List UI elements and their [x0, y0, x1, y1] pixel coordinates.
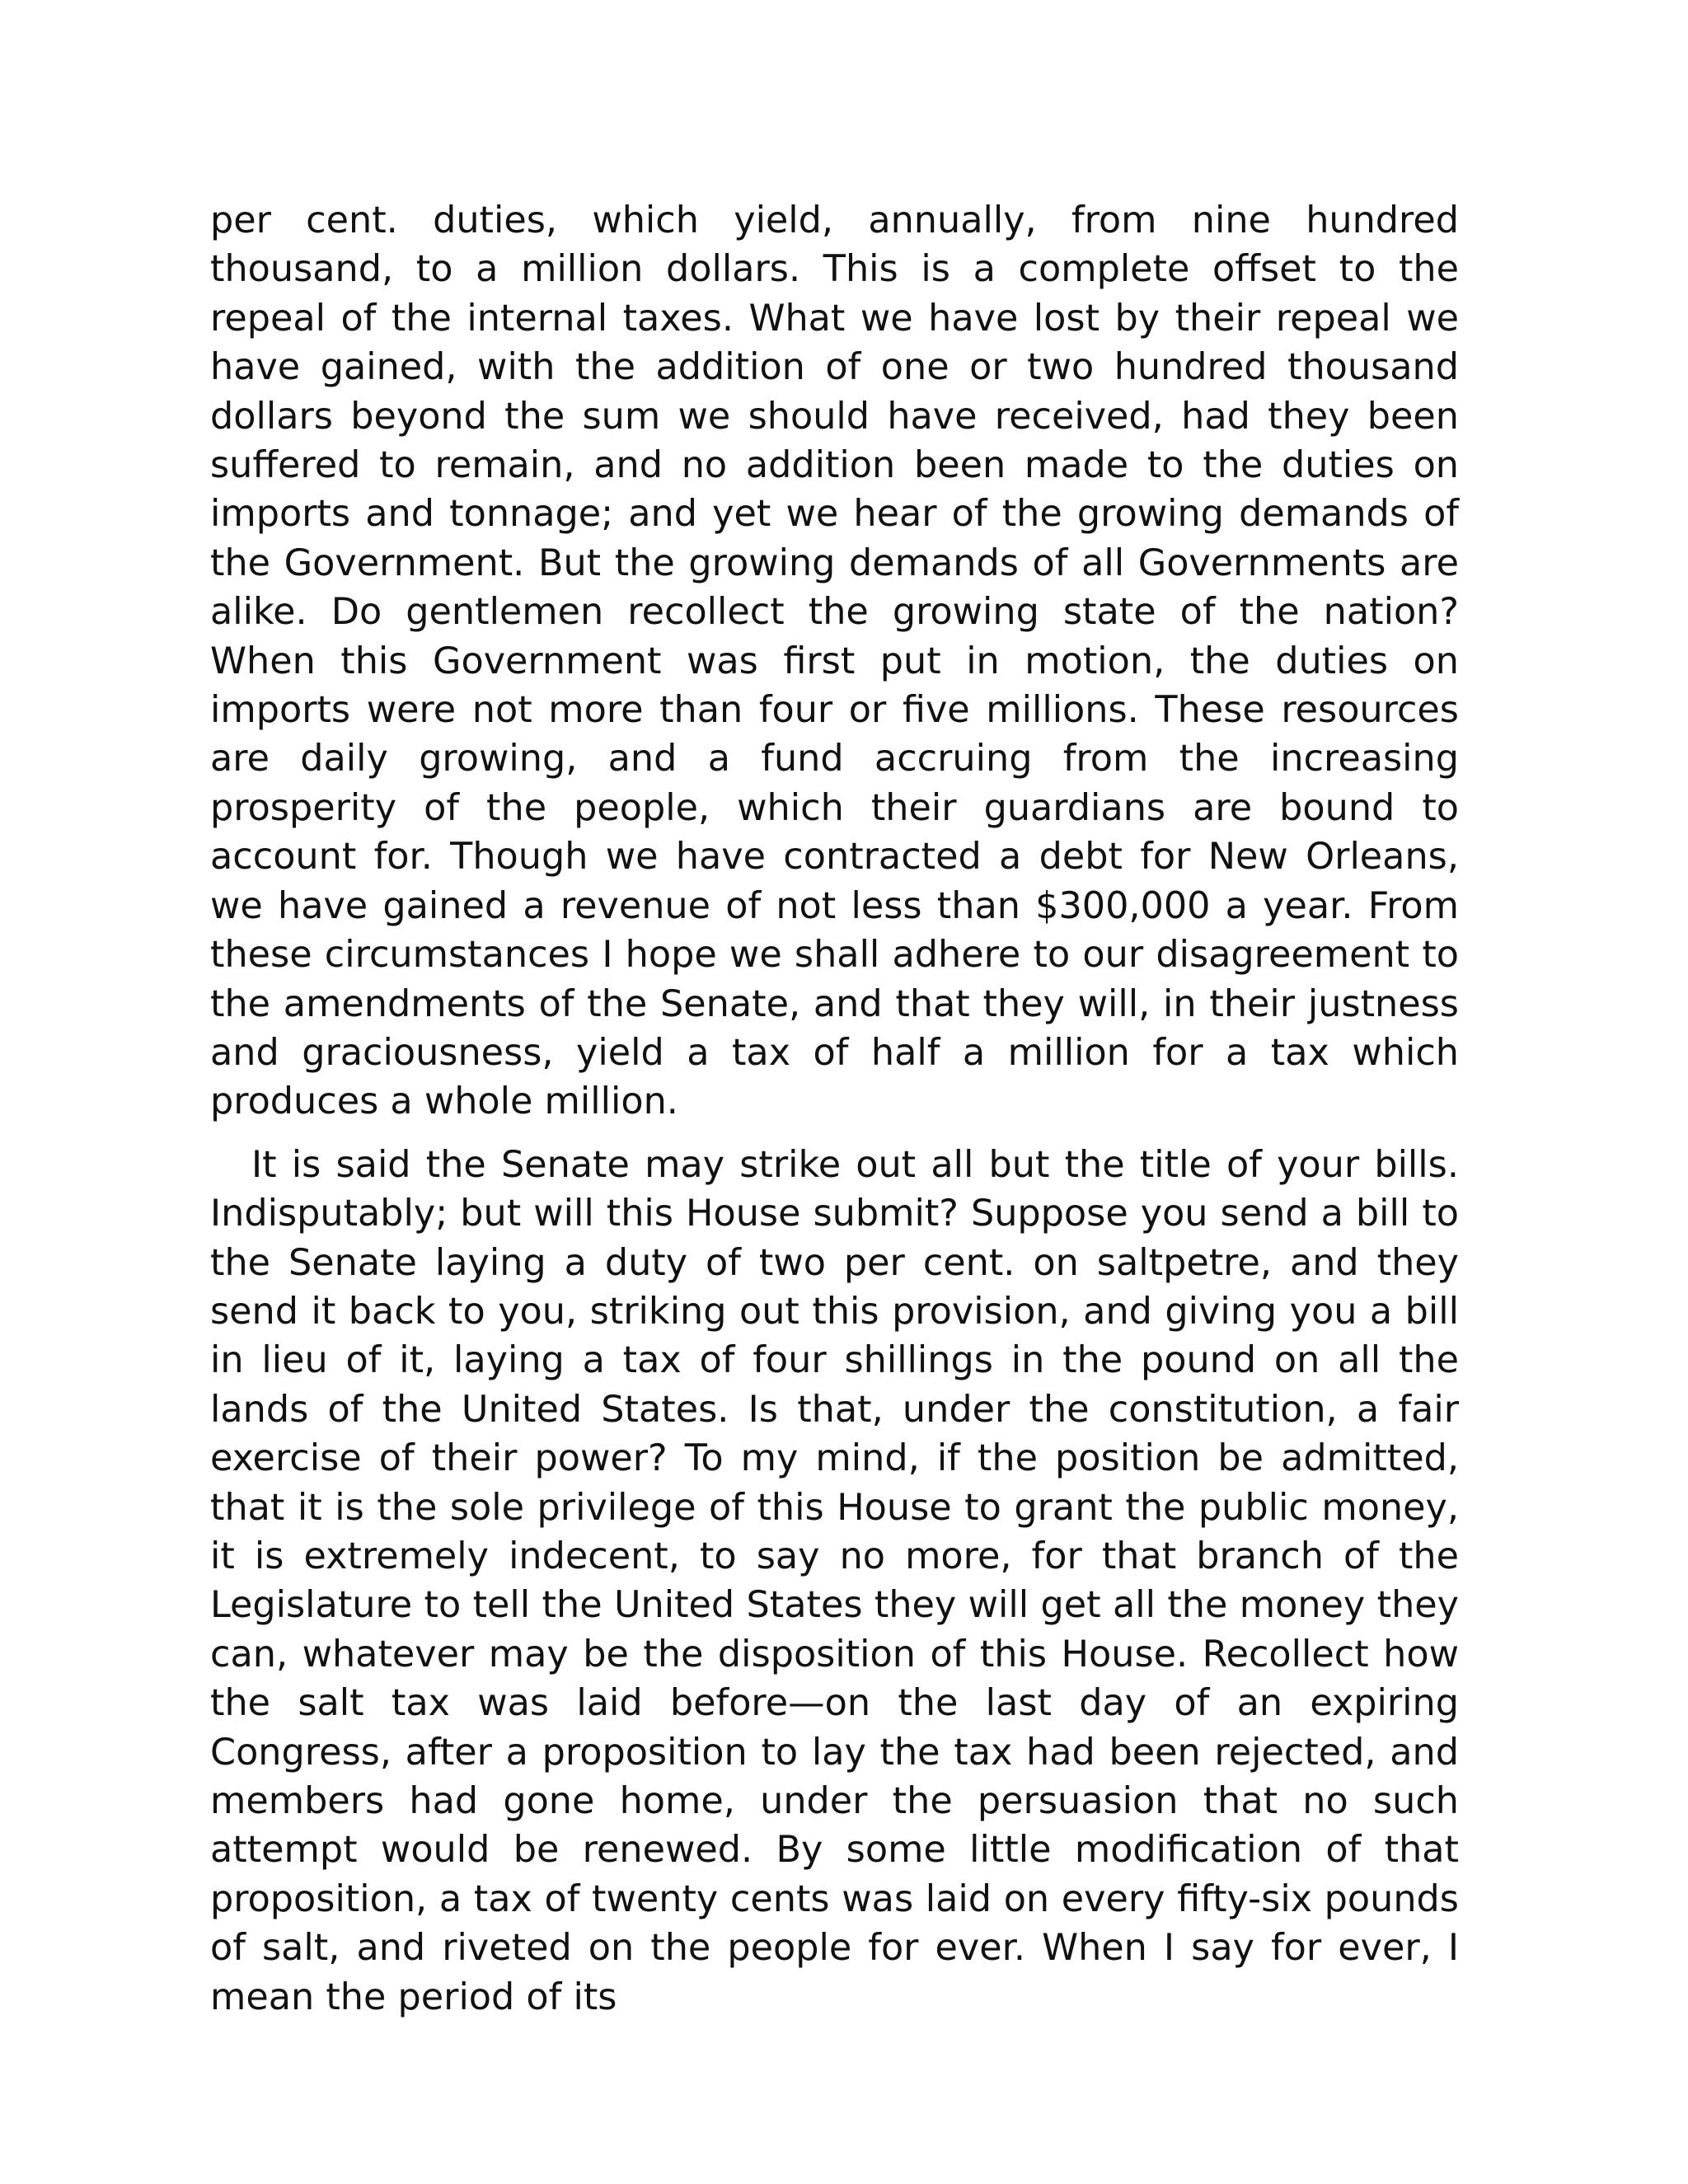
text-column	[210, 196, 1459, 2022]
paragraph-senate-strike-out: It is said the Senate may strike out all but the title of your bills. Indisputably; but will this House submit? Suppose you send a bill to the Senate laying a duty of two per cent. on saltpetre, and they send it back to you, striking out this provision, and giving you a bill in lieu of it, laying a tax of four shillings in the pound on all the lands of the United States. Is that, under the constitution, a fair exercise of their power? To my mind, if the position be admitted, that it is the sole privilege of this House to grant the public money, it is extremely indecent, to say no more, for that branch of the Legislature to tell the United States they will get all the money they can, whatever may be the disposition of this House. Recollect how the salt tax was laid before—on the last day of an expiring Congress, after a proposition to lay the tax had been rejected, and members had gone home, under the persuasion that no such attempt would be renewed. By some little modification of that proposition, a tax of twenty cents was laid on every fifty-six pounds of salt, and riveted on the people for ever. When I say for ever, I mean the period of its	[210, 1143, 1459, 2018]
paragraph-continued: per cent. duties, which yield, annually, from nine hundred thousand, to a million dollars. This is a complete offset to the repeal of the internal taxes. What we have lost by their repeal we have gained, with the addition of one or two hundred thousand dollars beyond the sum we should have received, had they been suffered to remain, and no addition been made to the duties on imports and tonnage; and yet we hear of the growing demands of the Government. But the growing demands of all Governments are alike. Do gentlemen recollect the growing state of the nation? When this Government was first put in motion, the duties on imports were not more than four or five millions. These resources are daily growing, and a fund accruing from the increasing prosperity of the people, which their guardians are bound to account for. Though we have contracted a debt for New Orleans, we have gained a revenue of not less than $300,000 a year. From these circumstances I hope we shall adhere to our disagreement to the amendments of the Senate, and that they will, in their justness and graciousness, yield a tax of half a million for a tax which produces a whole million.	[210, 199, 1459, 1123]
